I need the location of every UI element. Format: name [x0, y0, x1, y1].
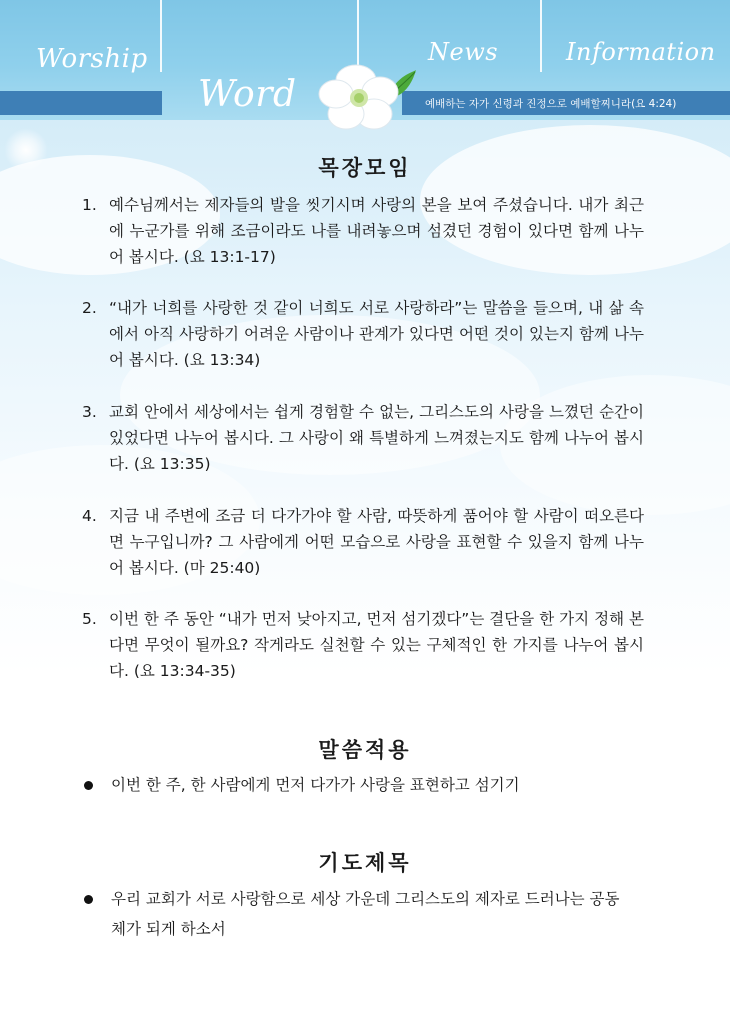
- question-text: 지금 내 주변에 조금 더 다가가야 할 사람, 따뜻하게 품어야 할 사람이 떠오른다면 누구입니까? 그 사람에게 어떤 모습으로 사랑을 표현할 수 있을지 함께 나누어 봅시다. (마 25:40): [109, 507, 644, 577]
- bullet-icon: [84, 781, 93, 790]
- application-title: 말씀적용: [318, 738, 412, 762]
- question-5: [82, 606, 644, 684]
- bullet-icon: [84, 895, 93, 904]
- tab-worship[interactable]: Worship: [36, 44, 148, 74]
- question-number: 3.: [82, 403, 97, 421]
- question-number: 4.: [82, 507, 97, 525]
- prayer-item: [84, 884, 624, 944]
- question-2: [82, 295, 644, 373]
- question-text: 교회 안에서 세상에서는 쉽게 경험할 수 없는, 그리스도의 사랑을 느꼈던 순간이 있었다면 나누어 봅시다. 그 사랑이 왜 특별하게 느껴졌는지도 함께 나누어 봅시다. (요 13:35): [109, 403, 644, 473]
- question-4: [82, 503, 644, 581]
- question-number: 5.: [82, 610, 97, 628]
- meeting-title: 목장모임: [318, 156, 412, 180]
- prayer-title: 기도제목: [318, 851, 412, 875]
- tab-news[interactable]: News: [428, 38, 499, 66]
- question-text: “내가 너희를 사랑한 것 같이 너희도 서로 사랑하라”는 말씀을 들으며, 내 삶 속에서 아직 사랑하기 어려운 사람이나 관계가 있다면 어떤 것이 있는지 함께 나누어 봅시다. (요 13:34): [109, 299, 644, 369]
- application-text: 이번 한 주, 한 사람에게 먼저 다가가 사랑을 표현하고 섬기기: [111, 776, 520, 794]
- question-text: 예수님께서는 제자들의 발을 씻기시며 사랑의 본을 보여 주셨습니다. 내가 최근에 누군가를 위해 조금이라도 나를 내려놓으며 섬겼던 경험이 있다면 함께 나누어 봅시다. (요 13:1-17): [109, 196, 644, 266]
- tab-word[interactable]: Word: [198, 74, 297, 115]
- tab-information[interactable]: Information: [566, 38, 716, 66]
- question-text: 이번 한 주 동안 “내가 먼저 낮아지고, 먼저 섬기겠다”는 결단을 한 가지 정해 본다면 무엇이 될까요? 작게라도 실천할 수 있는 구체적인 한 가지를 나누어 봅시다. (요 13:34-35): [109, 610, 644, 680]
- application-item: [84, 770, 644, 800]
- question-number: 1.: [82, 196, 97, 214]
- question-3: [82, 399, 644, 477]
- question-number: 2.: [82, 299, 97, 317]
- header-verse: 예배하는 자가 신령과 진정으로 예배할찌니라(요 4:24): [425, 98, 677, 110]
- prayer-text: 우리 교회가 서로 사랑함으로 세상 가운데 그리스도의 제자로 드러나는 공동체가 되게 하소서: [111, 890, 620, 938]
- question-1: [82, 192, 644, 270]
